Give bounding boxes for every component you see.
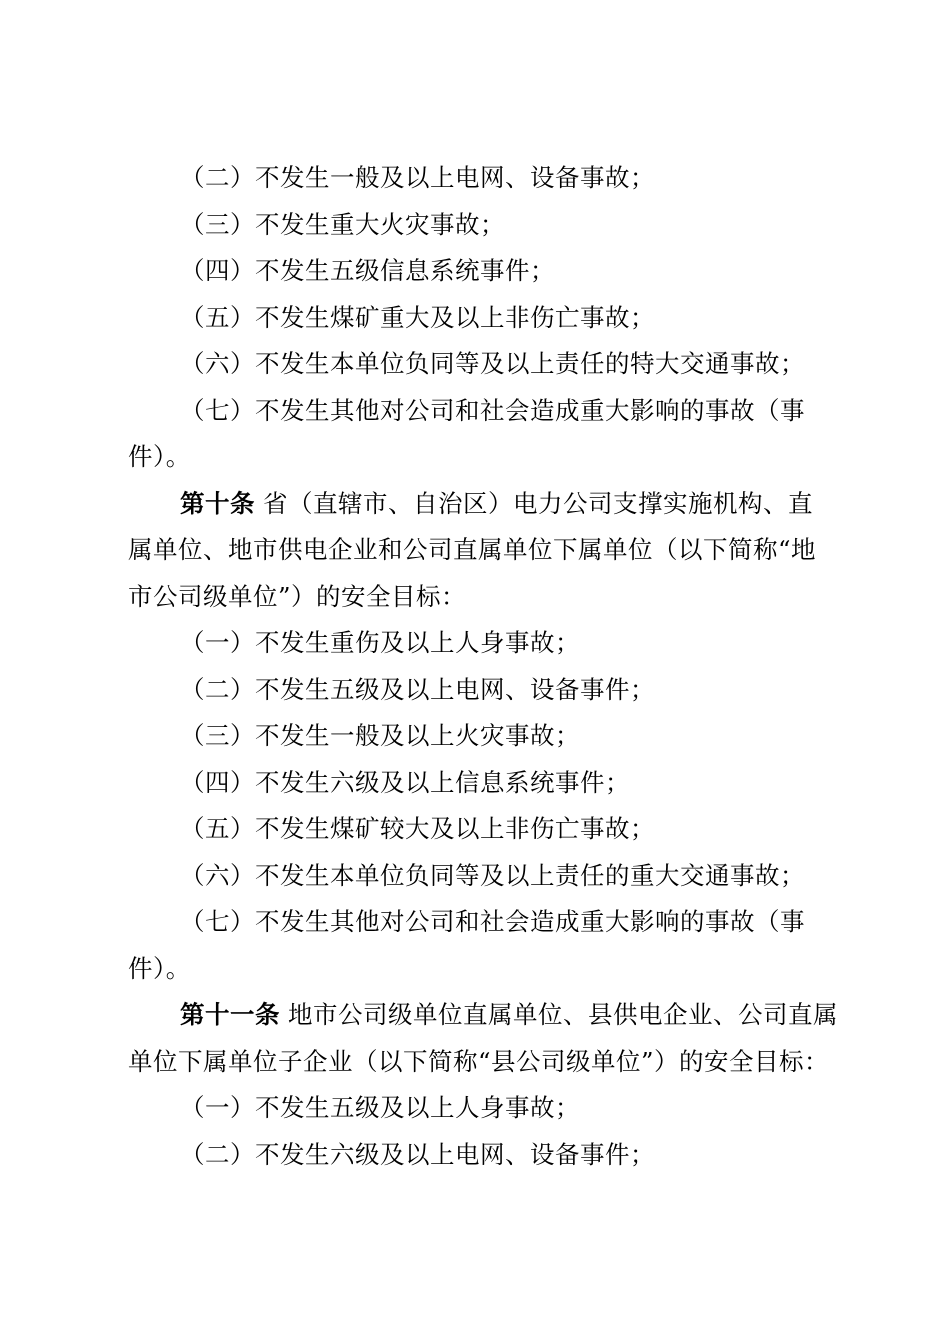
list-item: （七）不发生其他对公司和社会造成重大影响的事故（事 [180, 395, 805, 425]
list-item: （三）不发生一般及以上火灾事故； [180, 721, 580, 750]
article-10-line-1 [128, 481, 828, 528]
article-10-heading: 第十条 [180, 488, 255, 518]
article-10-text: 省（直辖市、自治区）电力公司支撑实施机构、直 [263, 488, 813, 518]
article-10-line-3: 市公司级单位”）的安全目标： [128, 581, 467, 611]
list-item: （七）不发生其他对公司和社会造成重大影响的事故（事 [180, 907, 805, 936]
article-11-heading: 第十一条 [180, 1000, 280, 1029]
list-item: （四）不发生六级及以上信息系统事件； [180, 767, 630, 797]
list-item: （三）不发生重大火灾事故； [180, 209, 505, 239]
article-11-text: 地市公司级单位直属单位、县供电企业、公司直属 [288, 1000, 838, 1029]
list-item: （五）不发生煤矿较大及以上非伤亡事故； [180, 814, 655, 843]
list-item: （六）不发生本单位负同等及以上责任的特大交通事故； [180, 349, 805, 378]
article-11-line-1 [128, 992, 838, 1039]
list-item: （五）不发生煤矿重大及以上非伤亡事故； [180, 302, 655, 332]
list-item: （二）不发生一般及以上电网、设备事故； [180, 163, 655, 192]
list-item: （一）不发生五级及以上人身事故； [180, 1093, 580, 1122]
list-item: （六）不发生本单位负同等及以上责任的重大交通事故； [180, 860, 805, 890]
list-item: （四）不发生五级信息系统事件； [180, 256, 555, 285]
list-item-continuation: 件）。 [128, 442, 191, 471]
list-item-continuation: 件）。 [128, 953, 191, 983]
article-10-line-2: 属单位、地市供电企业和公司直属单位下属单位（以下简称“地 [128, 535, 817, 564]
article-11-line-2: 单位下属单位子企业（以下简称“县公司级单位”）的安全目标： [128, 1046, 830, 1076]
list-item: （二）不发生六级及以上电网、设备事件； [180, 1139, 655, 1169]
document-body [128, 155, 838, 1178]
list-item: （二）不发生五级及以上电网、设备事件； [180, 674, 655, 704]
list-item: （一）不发生重伤及以上人身事故； [180, 628, 580, 657]
